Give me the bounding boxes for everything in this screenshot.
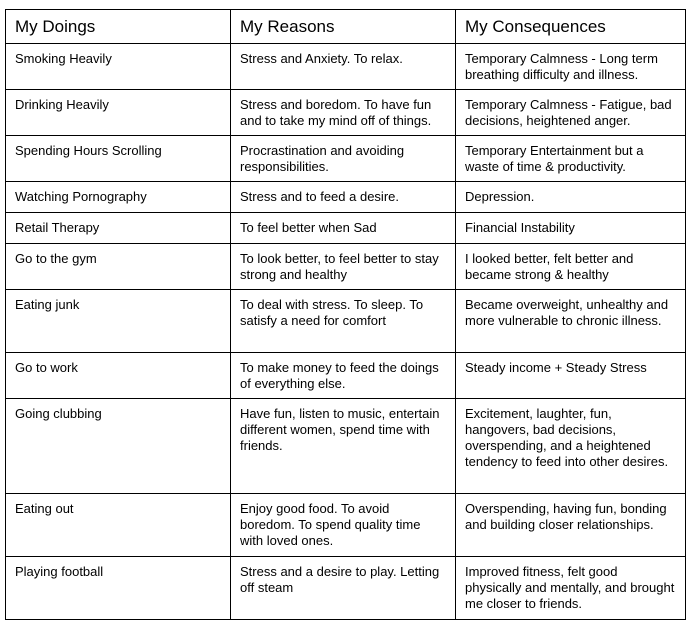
reason-cell: Enjoy good food. To avoid boredom. To spend quality time with loved ones. (231, 494, 456, 557)
table-row (6, 136, 686, 182)
reason-cell: To look better, to feel better to stay strong and healthy (231, 244, 456, 290)
doing-cell: Eating junk (6, 290, 231, 353)
doing-cell: Smoking Heavily (6, 44, 231, 90)
header-reasons: My Reasons (231, 10, 456, 44)
consequence-cell: Improved fitness, felt good physically and mentally, and brought me closer to friends. (456, 557, 686, 620)
table-row (6, 353, 686, 399)
doing-cell: Retail Therapy (6, 213, 231, 244)
consequence-cell: Depression. (456, 182, 686, 213)
consequence-cell: Temporary Entertainment but a waste of time & productivity. (456, 136, 686, 182)
header-doings: My Doings (6, 10, 231, 44)
consequence-cell: I looked better, felt better and became strong & healthy (456, 244, 686, 290)
table-row (6, 44, 686, 90)
table-row (6, 182, 686, 213)
reason-cell: Procrastination and avoiding responsibilities. (231, 136, 456, 182)
header-consequences: My Consequences (456, 10, 686, 44)
reason-cell: Have fun, listen to music, entertain different women, spend time with friends. (231, 399, 456, 494)
consequence-cell: Steady income + Steady Stress (456, 353, 686, 399)
reason-cell: Stress and to feed a desire. (231, 182, 456, 213)
doing-cell: Eating out (6, 494, 231, 557)
doing-cell: Go to work (6, 353, 231, 399)
table-row (6, 557, 686, 620)
reason-cell: Stress and a desire to play. Letting off steam (231, 557, 456, 620)
consequence-cell: Excitement, laughter, fun, hangovers, bad decisions, overspending, and a heightened tendency to feed into other desires. (456, 399, 686, 494)
reason-cell: To feel better when Sad (231, 213, 456, 244)
table-row (6, 244, 686, 290)
consequence-cell: Became overweight, unhealthy and more vulnerable to chronic illness. (456, 290, 686, 353)
consequence-cell: Temporary Calmness - Long term breathing difficulty and illness. (456, 44, 686, 90)
reason-cell: Stress and boredom. To have fun and to take my mind off of things. (231, 90, 456, 136)
doings-table (5, 9, 686, 620)
table-row (6, 290, 686, 353)
header-row (6, 10, 686, 44)
reason-cell: To make money to feed the doings of everything else. (231, 353, 456, 399)
doing-cell: Watching Pornography (6, 182, 231, 213)
consequence-cell: Financial Instability (456, 213, 686, 244)
table-row (6, 399, 686, 494)
doing-cell: Drinking Heavily (6, 90, 231, 136)
doing-cell: Go to the gym (6, 244, 231, 290)
consequence-cell: Temporary Calmness - Fatigue, bad decisions, heightened anger. (456, 90, 686, 136)
doing-cell: Playing football (6, 557, 231, 620)
reason-cell: Stress and Anxiety. To relax. (231, 44, 456, 90)
doing-cell: Spending Hours Scrolling (6, 136, 231, 182)
reason-cell: To deal with stress. To sleep. To satisfy a need for comfort (231, 290, 456, 353)
consequence-cell: Overspending, having fun, bonding and building closer relationships. (456, 494, 686, 557)
doing-cell: Going clubbing (6, 399, 231, 494)
table-row (6, 90, 686, 136)
table-row (6, 494, 686, 557)
table-row (6, 213, 686, 244)
